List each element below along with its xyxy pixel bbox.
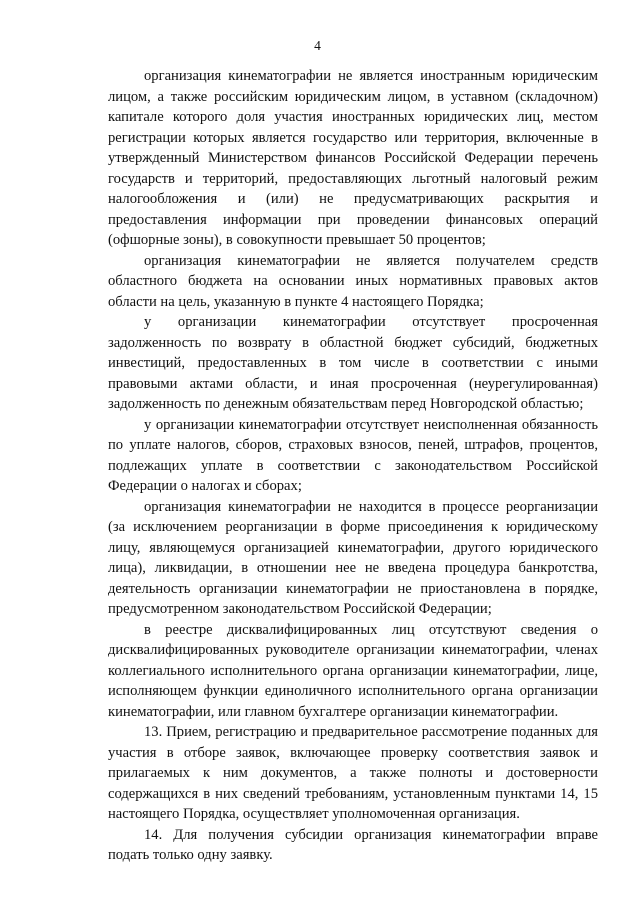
paragraph-offshore-condition: организация кинематографии не является иностранным юридическим лицом, а также российским юридическим лицом, в уставном (складочном) капитале которого доля участия иностранных юридических лиц, местом регистрации которых является государство или территория, включенные в утвержденный Министерством финансов Российской Федерации перечень государств и территорий, предоставляющих льготный налоговый режим налогообложения и (или) не предусматривающих раскрытия и предоставления информации при проведении финансовых операций (офшорные зоны), в совокупности превышает 50 процентов;: [108, 68, 598, 248]
paragraph-item-14: 14. Для получения субсидии организация кинематографии вправе подать только одну заявку.: [108, 826, 598, 863]
document-body: [108, 66, 598, 866]
paragraph-disqualified-persons: в реестре дисквалифицированных лиц отсутствуют сведения о дисквалифицированных руководителе организации кинематографии, членах коллегиального исполнительного органа организации кинематографии, лице, исполняющем функции единоличного исполнительного органа организации кинематографии, или главном бухгалтере организации кинематографии.: [108, 621, 598, 720]
paragraph-reorganization: организация кинематографии не находится в процессе реорганизации (за исключением реорганизации в форме присоединения к юридическому лицу, являющемуся организацией кинематографии, другого юридического лица), ликвидации, в отношении нее не введена процедура банкротства, деятельность организации кинематографии не приостановлена в порядке, предусмотренном законодательством Российской Федерации;: [108, 498, 598, 617]
paragraph-overdue-debt: у организации кинематографии отсутствует просроченная задолженность по возврату в областной бюджет субсидий, бюджетных инвестиций, предоставленных в том числе в соответствии с иными правовыми актами области, и иная просроченная (неурегулированная) задолженность по денежным обязательствам перед Новгородской областью;: [108, 314, 598, 412]
paragraph-tax-obligations: у организации кинематографии отсутствует неисполненная обязанность по уплате налогов, сборов, страховых взносов, пеней, штрафов, процентов, подлежащих уплате в соответствии с законодательством Российской Федерации о налогах и сборах;: [108, 416, 598, 494]
paragraph-other-budget-funds: организация кинематографии не является получателем средств областного бюджета на основании иных нормативных правовых актов области на цель, указанную в пункте 4 настоящего Порядка;: [108, 252, 598, 310]
page-number: 4: [314, 38, 321, 53]
paragraph-item-13: 13. Прием, регистрацию и предварительное рассмотрение поданных для участия в отборе заявок, включающее проверку соответствия заявок и прилагаемых к ним документов, а также полноты и достоверности содержащихся в них сведений требованиям, установленным пунктами 14, 15 настоящего Порядка, осуществляет уполномоченная организация.: [108, 724, 598, 822]
